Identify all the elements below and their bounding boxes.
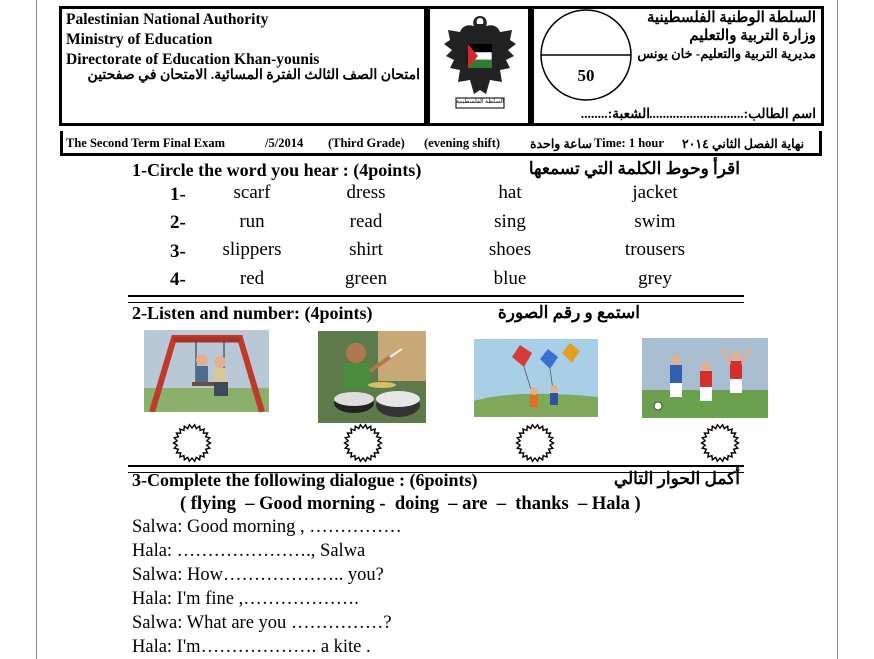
directorate-en: Directorate of Education Khan-younis [66, 51, 320, 68]
q3-word-bank: ( flying – Good morning - doing – are – thanks – Hala ) [180, 494, 641, 514]
q1-word[interactable]: dress [346, 182, 386, 203]
dialogue-line: Hala: I'm fine ,………………. [132, 589, 359, 609]
header-english-block [66, 10, 319, 70]
q1-word[interactable]: read [349, 211, 383, 232]
dialogue-line: Salwa: How……………….. you? [132, 565, 384, 585]
score-total: 50 [577, 66, 595, 85]
q1-title-ar: اقرأ وحوط الكلمة التي تسمعها [528, 159, 740, 178]
answer-circle[interactable] [343, 423, 383, 463]
exam-title: The Second Term Final Exam [66, 136, 226, 150]
q2-title-ar: استمع و رقم الصورة [497, 303, 640, 322]
q1-title: 1-Circle the word you hear : (4points) [132, 160, 422, 180]
exam-date: /5/2014 [265, 136, 304, 150]
q1-word[interactable]: blue [493, 268, 527, 289]
q1-row-num: 4- [170, 269, 186, 290]
q2-title: 2-Listen and number: (4points) [132, 303, 373, 323]
q1-word[interactable]: run [239, 211, 265, 232]
student-name-label: اسم الطالب:............................ [649, 106, 816, 121]
q1-row-num: 3- [170, 241, 186, 262]
section-label: الشعبة:........ [580, 106, 650, 121]
q1-word[interactable]: jacket [632, 182, 678, 203]
exam-duration-ar: ساعة واحدة [530, 137, 592, 151]
answer-circle[interactable] [172, 423, 212, 463]
page-right-margin [837, 0, 838, 659]
drums-picture [318, 331, 426, 423]
page-left-margin [36, 0, 37, 659]
dialogue-line: Hala: …………………., Salwa [132, 541, 366, 561]
dialogue-line: Salwa: What are you ……………? [132, 613, 392, 633]
header-arabic-block [636, 9, 816, 45]
section-divider [128, 295, 744, 303]
q1-word[interactable]: red [239, 268, 265, 289]
swing-picture [144, 330, 269, 412]
exam-time: Time: 1 hour [594, 136, 664, 150]
dialogue-line: Salwa: Good morning , …………… [132, 517, 402, 537]
q3-title: 3-Complete the following dialogue : (6points) [132, 470, 478, 490]
q1-word[interactable]: slippers [222, 239, 282, 260]
exam-grade: (Third Grade) [328, 136, 405, 150]
authority-en: Palestinian National Authority [66, 11, 269, 28]
q1-word[interactable]: swim [634, 211, 676, 232]
q1-word[interactable]: hat [498, 182, 522, 203]
ministry-ar: وزارة التربية والتعليم [689, 28, 816, 44]
football-picture [642, 338, 768, 418]
q1-word[interactable]: green [344, 268, 388, 289]
q1-row-num: 2- [170, 212, 186, 233]
q1-word[interactable]: scarf [233, 182, 271, 203]
emblem-caption: السلطة الفلسطينية [456, 99, 504, 105]
exam-note-ar: امتحان الصف الثالث الفترة المسائية. الامتحان في صفحتين [87, 68, 420, 83]
answer-circle[interactable] [700, 423, 740, 463]
authority-ar: السلطة الوطنية الفلسطينية [646, 10, 816, 26]
q1-row-num: 1- [170, 184, 186, 205]
exam-shift: (evening shift) [424, 136, 501, 150]
q1-word[interactable]: trousers [624, 239, 686, 260]
exam-term-ar: نهاية الفصل الثاني ٢٠١٤ [682, 137, 805, 151]
q1-word[interactable]: grey [638, 268, 672, 289]
dialogue-line: Hala: I'm………………. a kite . [132, 637, 371, 657]
answer-circle[interactable] [515, 423, 555, 463]
q1-word[interactable]: shoes [488, 239, 532, 260]
kites-picture [474, 339, 598, 417]
ministry-en: Ministry of Education [66, 31, 213, 48]
q1-word[interactable]: shirt [349, 239, 383, 260]
directorate-ar: مديرية التربية والتعليم- خان يونس [637, 46, 816, 61]
q3-title-ar: أكمل الحوار التالي [613, 469, 740, 488]
q1-word[interactable]: sing [494, 211, 526, 232]
